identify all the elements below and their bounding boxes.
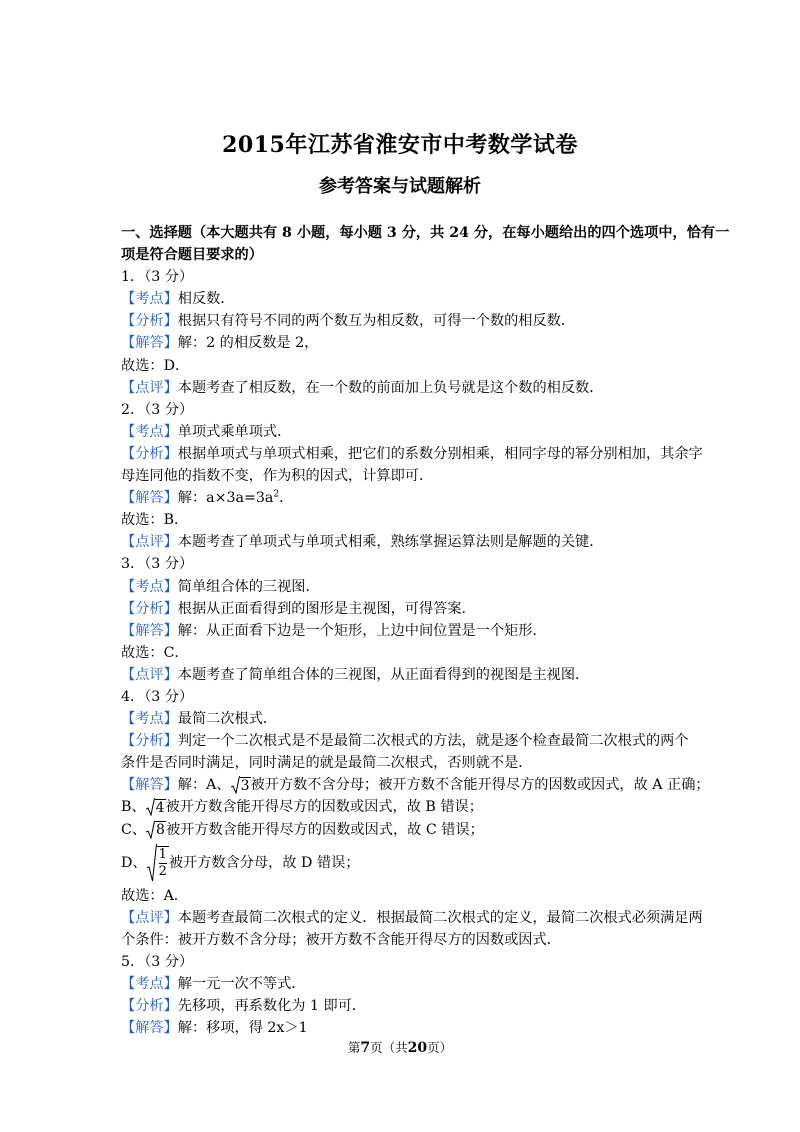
dianping-text: 本题考查了简单组合体的三视图，从正面看得到的视图是主视图． (177, 666, 590, 683)
dianping-tag: 【点评】 (121, 379, 178, 396)
kaodian-tag: 【考点】 (121, 711, 178, 728)
radical-sign-icon (147, 844, 157, 882)
kaodian-tag: 【考点】 (121, 291, 178, 308)
fraction-d (157, 846, 169, 880)
option-d-row (121, 841, 681, 885)
fenxi-row (121, 995, 681, 1017)
jieda-text: 解：从正面看下边是一个矩形，上边中间位置是一个矩形． (177, 622, 547, 639)
kaodian-row (121, 288, 681, 310)
option-a-prefix: 解：A、 (177, 777, 231, 794)
jieda-text: 解：2 的相反数是 2， (177, 335, 319, 352)
dianping-text: 本题考查最简二次根式的定义．根据最简二次根式的定义，最简二次根式必须满足两 (177, 909, 703, 926)
footer-page-number: 7 (360, 1040, 371, 1056)
choice-row: 故选：C． (121, 644, 189, 661)
option-c-prefix: C、 (121, 821, 147, 838)
dianping-tag: 【点评】 (121, 909, 178, 926)
kaodian-text: 单项式乘单项式． (177, 423, 292, 440)
fraction-numerator: 1 (158, 846, 167, 862)
fenxi-tag: 【分析】 (121, 600, 178, 617)
fenxi-tag: 【分析】 (121, 733, 178, 750)
fenxi-text: 根据单项式与单项式相乘，把它们的系数分别相乘，相同字母的幂分别相加，其余字 (177, 445, 703, 462)
dianping-text: 本题考查了单项式与单项式相乘，熟练掌握运算法则是解题的关键． (177, 534, 604, 551)
fenxi-tag: 【分析】 (121, 445, 178, 462)
jieda-tag: 【解答】 (121, 335, 178, 352)
question-number: 5．（3 分） (121, 953, 194, 970)
radical-c (146, 819, 166, 841)
kaodian-row (121, 973, 681, 995)
jieda-row (121, 487, 681, 509)
exponent: 2 (273, 489, 280, 500)
fenxi-row-cont: 母连同他的指数不变，作为积的因式，计算即可． (121, 468, 434, 485)
choice-row: 故选：B． (121, 512, 189, 529)
jieda-tag: 【解答】 (121, 1020, 178, 1037)
dianping-row (121, 377, 681, 399)
fenxi-text: 根据从正面看得到的图形是主视图，可得答案． (177, 600, 476, 617)
dianping-row (121, 907, 703, 929)
section-heading: 一、选择题（本大题共有 8 小题，每小题 3 分，共 24 分，在每小题给出的四个选项中，恰有一 (121, 225, 730, 241)
fenxi-row (121, 598, 681, 620)
kaodian-text: 解一元一次不等式． (177, 976, 306, 992)
footer-mid: 页（共 (370, 1040, 408, 1055)
option-b-prefix: B、 (121, 799, 146, 816)
choice-row: 故选：A． (121, 887, 188, 904)
kaodian-row (121, 708, 681, 730)
dianping-row-cont: 个条件：被开方数不含分母；被开方数不含能开得尽方的因数或因式． (121, 931, 561, 948)
option-d-text: 被开方数含分母，故 D 错误； (168, 854, 360, 871)
fenxi-row (121, 310, 681, 332)
option-c-row (121, 819, 681, 841)
question-number: 3．（3 分） (121, 556, 194, 573)
page-title: 2015年江苏省淮安市中考数学试卷 (222, 132, 578, 158)
jieda-text: 解：a×3a=3a (177, 490, 274, 507)
footer-post: 页） (427, 1040, 453, 1055)
fenxi-row (121, 443, 703, 465)
jieda-tag: 【解答】 (121, 490, 178, 507)
dianping-row (121, 664, 681, 686)
radical-sign-icon (146, 821, 155, 839)
radicand-c: 8 (156, 822, 165, 839)
jieda-tag: 【解答】 (121, 777, 178, 794)
jieda-row (121, 774, 710, 796)
kaodian-text: 最简二次根式． (177, 711, 278, 728)
jieda-row (121, 332, 681, 354)
kaodian-row (121, 421, 681, 443)
fenxi-tag: 【分析】 (121, 998, 178, 1015)
radical-sign-icon (231, 776, 240, 794)
jieda-row (121, 1017, 681, 1039)
radical-sign-icon (146, 798, 155, 816)
dianping-row (121, 531, 681, 553)
fenxi-row (121, 730, 689, 752)
footer-pre: 第 (347, 1040, 361, 1055)
section-heading-cont: 项是符合题目要求的） (121, 247, 263, 264)
fenxi-tag: 【分析】 (121, 313, 178, 330)
page-footer (0, 1038, 800, 1056)
question-number: 2．（3 分） (121, 401, 194, 418)
fenxi-text: 先移项，再系数化为 1 即可． (177, 998, 367, 1015)
kaodian-text: 简单组合体的三视图． (177, 578, 320, 595)
radical-b (146, 796, 166, 818)
option-a-text: 被开方数不含分母；被开方数不含能开得尽方的因数或因式，故 A 正确； (250, 777, 710, 794)
kaodian-text: 相反数． (177, 291, 235, 308)
radicand-b: 4 (155, 799, 165, 816)
question-number: 4．（3 分） (121, 688, 194, 705)
dianping-tag: 【点评】 (121, 666, 178, 683)
radical-a (231, 774, 251, 796)
fraction-denominator: 2 (158, 863, 167, 879)
answer-body (121, 222, 730, 1039)
fenxi-text: 根据只有符号不同的两个数互为相反数，可得一个数的相反数． (177, 313, 576, 330)
option-d-prefix: D、 (121, 854, 147, 871)
jieda-row (121, 620, 681, 642)
fenxi-text: 判定一个二次根式是不是最简二次根式的方法，就是逐个检查最简二次根式的两个 (177, 733, 689, 750)
jieda-end: ． (279, 490, 294, 507)
option-b-text: 被开方数含能开得尽方的因数或因式，故 B 错误； (165, 799, 483, 816)
footer-total-pages: 20 (407, 1040, 428, 1056)
page-subtitle: 参考答案与试题解析 (319, 176, 481, 197)
option-c-text: 被开方数含能开得尽方的因数或因式，故 C 错误； (165, 821, 484, 838)
kaodian-tag: 【考点】 (121, 976, 178, 992)
jieda-tag: 【解答】 (121, 622, 178, 639)
dianping-tag: 【点评】 (121, 534, 178, 551)
question-number: 1．（3 分） (121, 269, 194, 286)
radicand-a: 3 (240, 777, 250, 794)
dianping-text: 本题考查了相反数，在一个数的前面加上负号就是这个数的相反数． (177, 379, 604, 396)
jieda-text: 解：移项，得 2x＞1 (177, 1020, 308, 1037)
fenxi-row-cont: 条件是否同时满足，同时满足的就是最简二次根式，否则就不是． (121, 755, 533, 772)
kaodian-tag: 【考点】 (121, 423, 178, 440)
radical-d (147, 841, 169, 885)
choice-row: 故选：D． (121, 357, 190, 374)
option-b-row (121, 796, 681, 818)
kaodian-tag: 【考点】 (121, 578, 178, 595)
kaodian-row (121, 576, 681, 598)
